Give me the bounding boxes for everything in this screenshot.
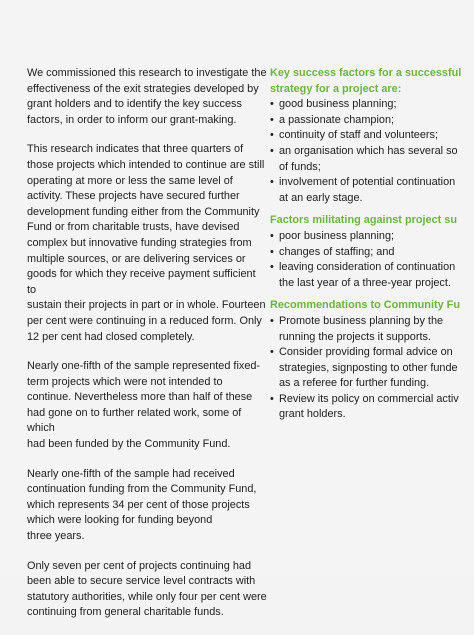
paragraph-continuation: Nearly one-fifth of the sample had received continuation funding from the Community Fund, which represents 34 per cent of those projects which were looking for funding beyond three years.: [27, 467, 257, 543]
section-recommendations: [270, 298, 474, 423]
section-success-factors: [270, 66, 474, 206]
list-item: • changes of staffing; and: [270, 245, 474, 261]
list-item: • a passionate champion;: [270, 113, 474, 129]
list-item: • poor business planning;: [270, 229, 474, 245]
paragraph-contracts: Only seven per cent of projects continuing had been able to secure service level contracts with statutory authorities, while only four per cent were continuing from general charitable funds.: [27, 559, 267, 619]
section-militating-factors: [270, 213, 474, 291]
list-item: • involvement of potential continuation at an early stage.: [270, 175, 474, 206]
section-heading: Factors militating against project su: [270, 214, 457, 227]
bullet-list: [270, 229, 474, 291]
bullet-list: [270, 97, 474, 206]
list-item: • an organisation which has several so of funds;: [270, 144, 474, 175]
right-column: [270, 66, 474, 430]
section-heading: Recommendations to Community Fu: [270, 299, 460, 312]
list-item: • continuity of staff and volunteers;: [270, 128, 474, 144]
list-item: • good business planning;: [270, 97, 474, 113]
paragraph-fixed-term: Nearly one-fifth of the sample represented fixed- term projects which were not intended to continue. Nevertheless more than half of these had gone on to further related work, some of which had been funded by the Community Fund.: [27, 360, 261, 451]
left-column: [27, 66, 267, 635]
section-heading: Key success factors for a successful strategy for a project are:: [270, 67, 462, 95]
list-item: • leaving consideration of continuation the last year of a three-year project.: [270, 260, 474, 291]
paragraph-intro: We commissioned this research to investigate the effectiveness of the exit strategies developed by grant holders and to identify the key success factors, in order to inform our grant-making.: [27, 67, 267, 126]
list-item: • Promote business planning by the running the projects it supports.: [270, 314, 474, 345]
list-item: • Review its policy on commercial activ grant holders.: [270, 392, 474, 423]
list-item: • Consider providing formal advice on strategies, signposting to other funde as a referee for further funding.: [270, 345, 474, 392]
bullet-list: [270, 314, 474, 423]
paragraph-findings: This research indicates that three quarters of those projects which intended to continue are still operating at more or less the same level of activity. These projects have secured further development funding either from the Community Fund or from charitable trusts, have devised complex but innovative funding strategies from multiple sources, or are delivering services or goods for which they receive payment sufficient to sustain their projects in part or in whole. Fourteen per cent were continuing in a reduced form. Only 12 per cent had closed completely.: [27, 143, 266, 343]
